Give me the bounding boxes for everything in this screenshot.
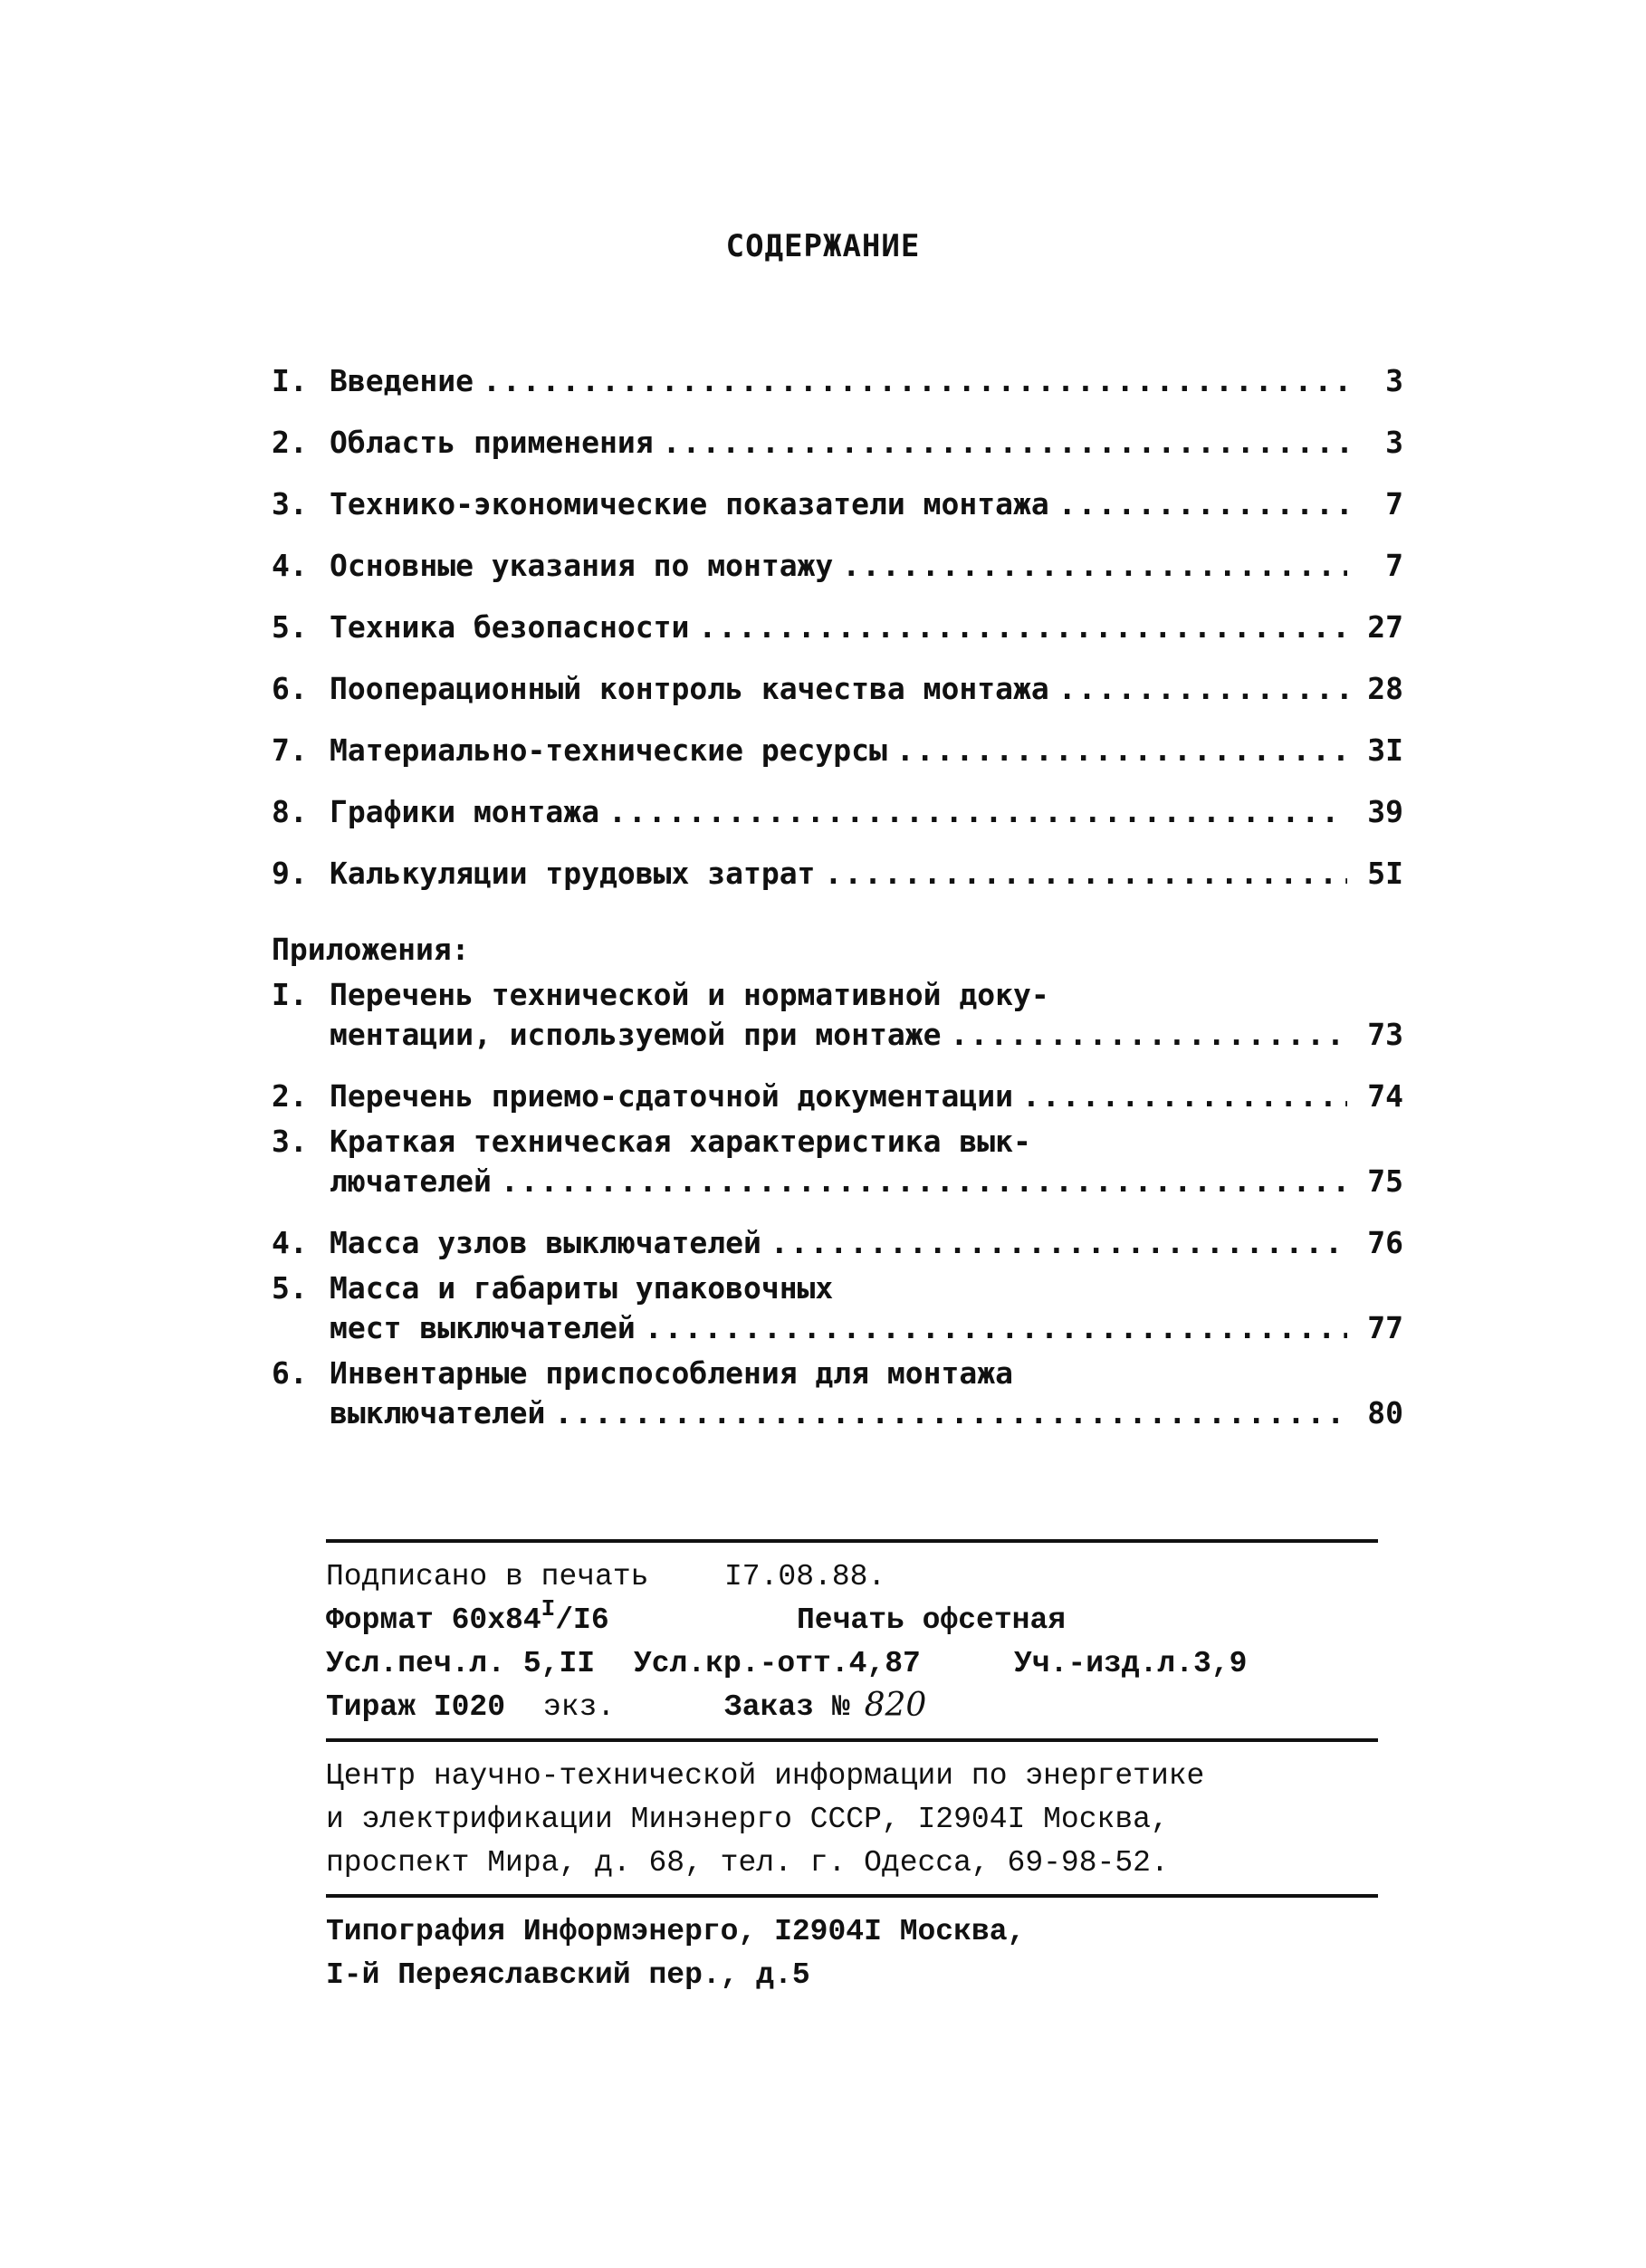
usl-kr: Усл.кр.-отт.4,87 [634,1647,921,1680]
typography-line: Типография Информэнерго, I2904I Москва, [326,1915,1026,1948]
appendix-row [272,1114,1403,1159]
toc-leader [1022,1078,1347,1114]
toc-row [272,706,1403,768]
imprint-block [326,1539,1378,2006]
toc-leader [842,548,1347,583]
toc-leader [951,1017,1347,1052]
toc-number: 6. [272,671,308,706]
ekz: экз. [543,1690,616,1724]
uch-izd: Уч.-изд.л.3,9 [1014,1647,1248,1680]
appendix-label: Масса узлов выключателей [330,1225,761,1260]
toc-label: Материально-технические ресурсы [330,732,887,768]
toc-label: Технико-экономические показатели монтажа [330,486,1049,522]
appendix-row [272,1345,1403,1391]
toc-row [272,337,1403,398]
zakaz-label: Заказ № [724,1690,850,1724]
appendix-label-line2: мест выключателей [330,1310,636,1345]
appendix-number: 4. [272,1225,308,1260]
appendix-label-line2: ментации, используемой при монтаже [330,1017,942,1052]
appendix-label: Перечень технической и нормативной доку- [330,977,1049,1012]
toc-row [272,829,1403,891]
signed-date: I7.08.88. [724,1560,886,1593]
toc-number: 4. [272,548,308,583]
appendix-label: Масса и габариты упаковочных [330,1270,834,1306]
toc-label: Графики монтажа [330,794,600,829]
usl-pech: Усл.печ.л. 5,II [326,1647,596,1680]
toc-leader [483,363,1347,398]
zakaz-number: 820 [864,1687,927,1724]
appendix-number: 3. [272,1124,308,1159]
center-line: проспект Мира, д. 68, тел. г. Одесса, 69-98-52. [326,1846,1169,1880]
volume-line [326,1637,1378,1680]
appendix-page: 76 [1367,1225,1403,1260]
toc-number: 2. [272,425,308,460]
print-signed-line [326,1550,1378,1593]
format-rest: /I6 [555,1603,609,1637]
appendix-continuation [272,1391,1403,1431]
appendix-page: 74 [1367,1078,1403,1114]
publisher-info [326,1742,1378,1894]
toc-number: 7. [272,732,308,768]
appendix-number: 6. [272,1355,308,1391]
appendix-label-line2: выключателей [330,1395,546,1431]
appendix-continuation [272,1306,1403,1345]
toc-row [272,645,1403,706]
toc-label: Пооперационный контроль качества монтажа [330,671,1049,706]
appendix-label: Краткая техническая характеристика вык- [330,1124,1031,1159]
printing-house-info [326,1898,1378,2006]
toc-leader [770,1225,1347,1260]
toc-page: 3I [1367,732,1403,768]
toc-row [272,460,1403,522]
toc-row [272,522,1403,583]
toc-leader [1058,671,1347,706]
toc-leader [1058,486,1347,522]
toc-leader [501,1163,1347,1199]
toc-leader [645,1310,1347,1345]
toc-leader [663,425,1347,460]
toc-page: 3 [1385,425,1403,460]
toc-label: Область применения [330,425,654,460]
center-line: и электрификации Минэнерго СССР, I2904I Москва, [326,1803,1169,1836]
toc-row [272,583,1403,645]
tirazh-line [326,1680,1378,1724]
toc-leader [824,856,1347,891]
toc-page: 3 [1385,363,1403,398]
appendix-label-line2: лючателей [330,1163,492,1199]
toc-label: Введение [330,363,474,398]
appendix-number: I. [272,977,308,1012]
format-value [326,1595,797,1637]
appendix-row [272,1260,1403,1306]
appendix-number: 2. [272,1078,308,1114]
table-of-contents [272,337,1403,1431]
toc-page: 27 [1367,609,1403,645]
tirazh: Тираж I020 [326,1690,506,1724]
toc-number: 8. [272,794,308,829]
toc-page: 28 [1367,671,1403,706]
toc-page: 39 [1367,794,1403,829]
appendix-row [272,967,1403,1012]
toc-page: 5I [1367,856,1403,891]
print-type: Печать офсетная [797,1603,1067,1637]
appendix-page: 80 [1367,1395,1403,1431]
toc-leader [698,609,1347,645]
print-details [326,1543,1378,1738]
typography-line: I-й Переяславский пер., д.5 [326,1958,810,1992]
appendix-label: Инвентарные приспособления для монтажа [330,1355,1013,1391]
format-line [326,1593,1378,1637]
toc-number: 3. [272,486,308,522]
toc-row [272,398,1403,460]
toc-leader [896,732,1347,768]
toc-page: 7 [1385,548,1403,583]
toc-leader [554,1395,1347,1431]
appendix-page: 75 [1367,1163,1403,1199]
appendix-number: 5. [272,1270,308,1306]
appendix-continuation [272,1012,1403,1052]
toc-label: Техника безопасности [330,609,690,645]
toc-label: Основные указания по монтажу [330,548,834,583]
appendix-page: 77 [1367,1310,1403,1345]
format-label: Формат 60х84 [326,1603,541,1637]
page-title: СОДЕРЖАНИЕ [725,228,921,264]
toc-row [272,768,1403,829]
appendices-heading: Приложения: [272,932,470,967]
appendix-row [272,1052,1403,1114]
toc-page: 7 [1385,486,1403,522]
format-superscript: I [541,1595,556,1622]
toc-number: 5. [272,609,308,645]
center-line: Центр научно-технической информации по энергетике [326,1759,1205,1793]
toc-number: I. [272,363,308,398]
toc-number: 9. [272,856,308,891]
toc-label: Калькуляции трудовых затрат [330,856,816,891]
toc-leader [608,794,1347,829]
appendix-label: Перечень приемо-сдаточной документации [330,1078,1013,1114]
signed-label: Подписано в печать [326,1560,649,1593]
appendix-row [272,1199,1403,1260]
appendix-continuation [272,1159,1403,1199]
appendix-page: 73 [1367,1017,1403,1052]
